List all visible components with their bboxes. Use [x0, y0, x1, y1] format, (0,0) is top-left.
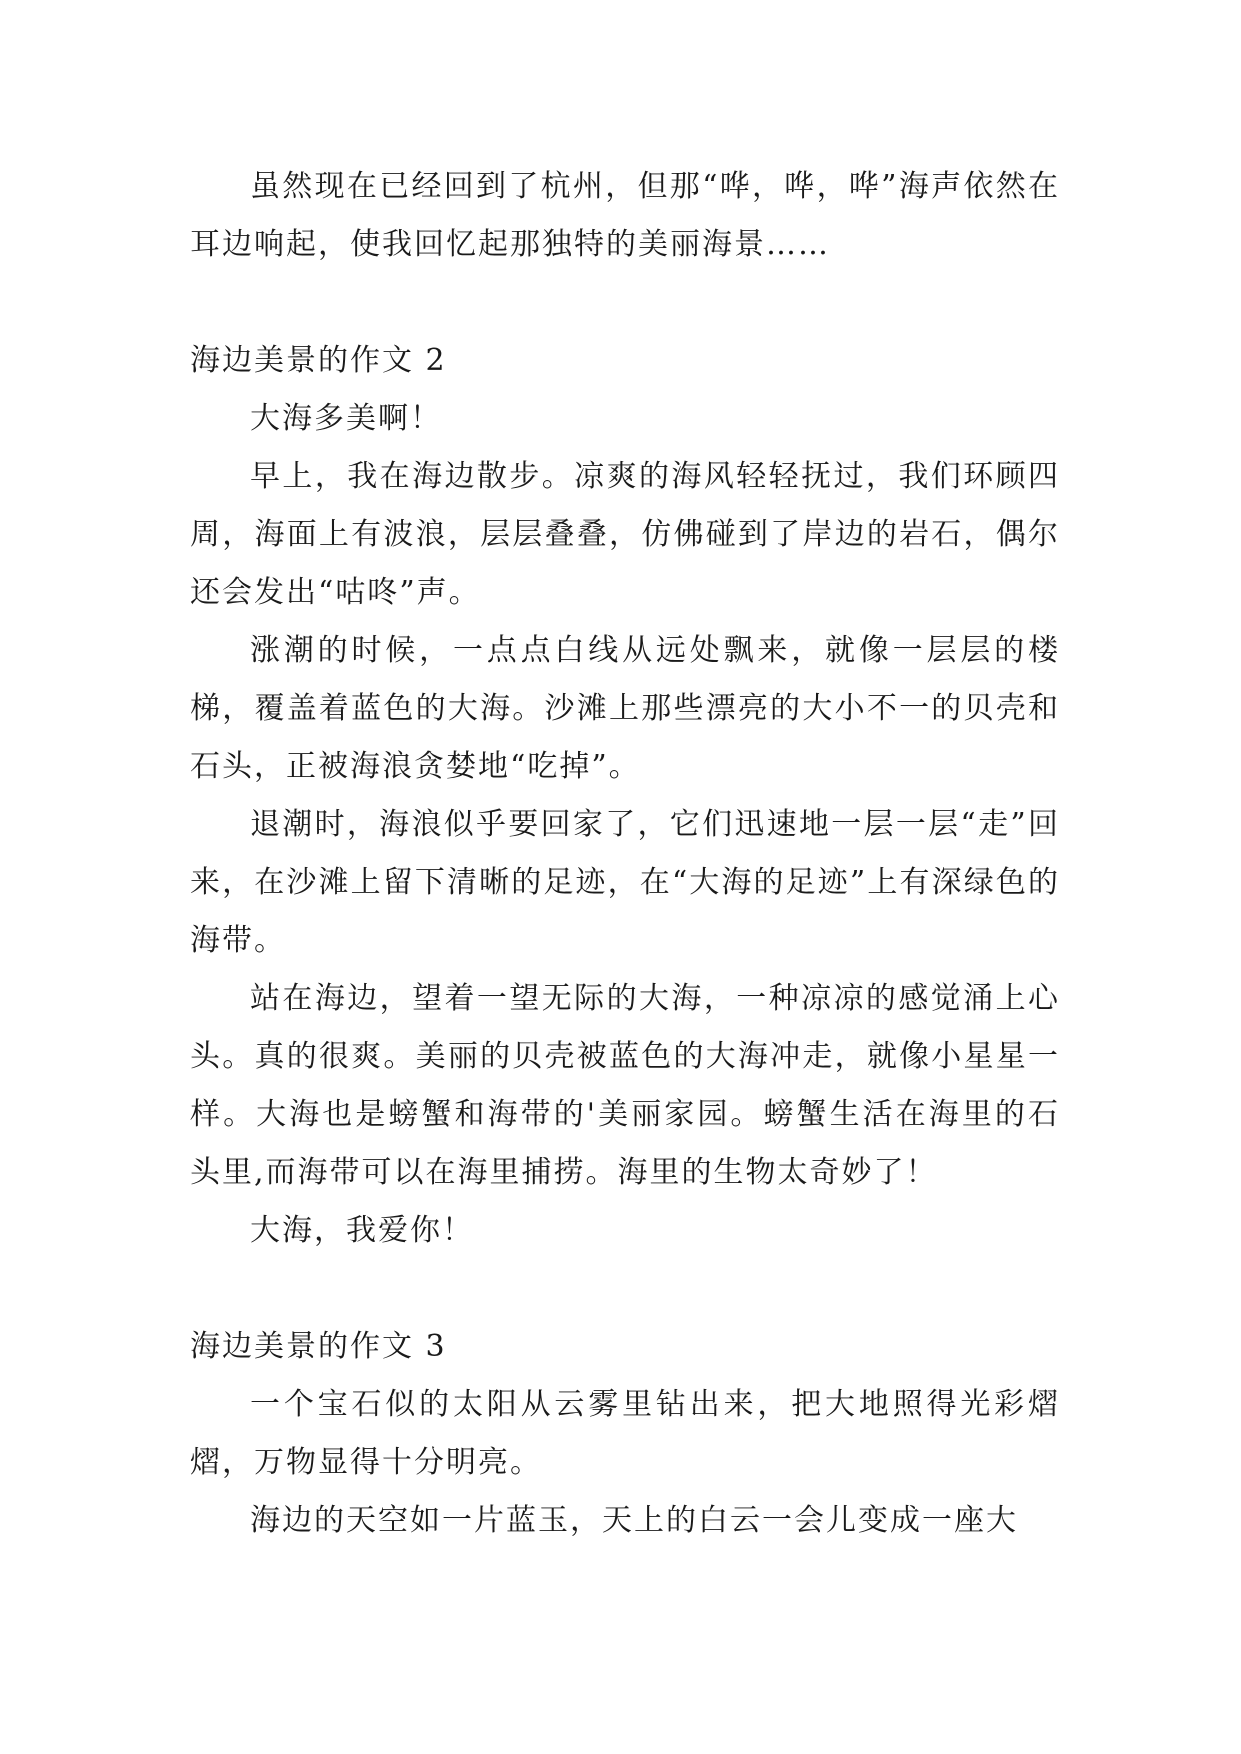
paragraph: 虽然现在已经回到了杭州，但那“哗，哗，哗”海声依然在耳边响起，使我回忆起那独特的美丽海景……	[190, 169, 1060, 262]
paragraph: 一个宝石似的太阳从云雾里钻出来，把大地照得光彩熠熠，万物显得十分明亮。	[190, 1387, 1060, 1480]
paragraph: 海边的天空如一片蓝玉，天上的白云一会儿变成一座大	[250, 1503, 1018, 1538]
essay-2-title: 海边美景的作文 2	[190, 343, 447, 378]
essay-3-title: 海边美景的作文 3	[190, 1329, 447, 1364]
paragraph: 大海，我爱你！	[250, 1213, 474, 1248]
essay-2-section	[190, 332, 1060, 1260]
intro-section	[190, 158, 1060, 274]
paragraph: 退潮时，海浪似乎要回家了，它们迅速地一层一层“走”回来，在沙滩上留下清晰的足迹，在“大海的足迹”上有深绿色的海带。	[190, 807, 1060, 958]
paragraph: 站在海边，望着一望无际的大海，一种凉凉的感觉涌上心头。真的很爽。美丽的贝壳被蓝色的大海冲走，就像小星星一样。大海也是螃蟹和海带的'美丽家园。螃蟹生活在海里的石头里,而海带可以在海里捕捞。海里的生物太奇妙了！	[190, 981, 1060, 1190]
document-body	[190, 158, 1060, 1550]
essay-3-section	[190, 1318, 1060, 1550]
paragraph: 大海多美啊！	[250, 401, 442, 436]
paragraph: 涨潮的时候，一点点白线从远处飘来，就像一层层的楼梯，覆盖着蓝色的大海。沙滩上那些漂亮的大小不一的贝壳和石头，正被海浪贪婪地“吃掉”。	[190, 633, 1060, 784]
paragraph: 早上，我在海边散步。凉爽的海风轻轻抚过，我们环顾四周，海面上有波浪，层层叠叠，仿佛碰到了岸边的岩石，偶尔还会发出“咕咚”声。	[190, 459, 1060, 610]
